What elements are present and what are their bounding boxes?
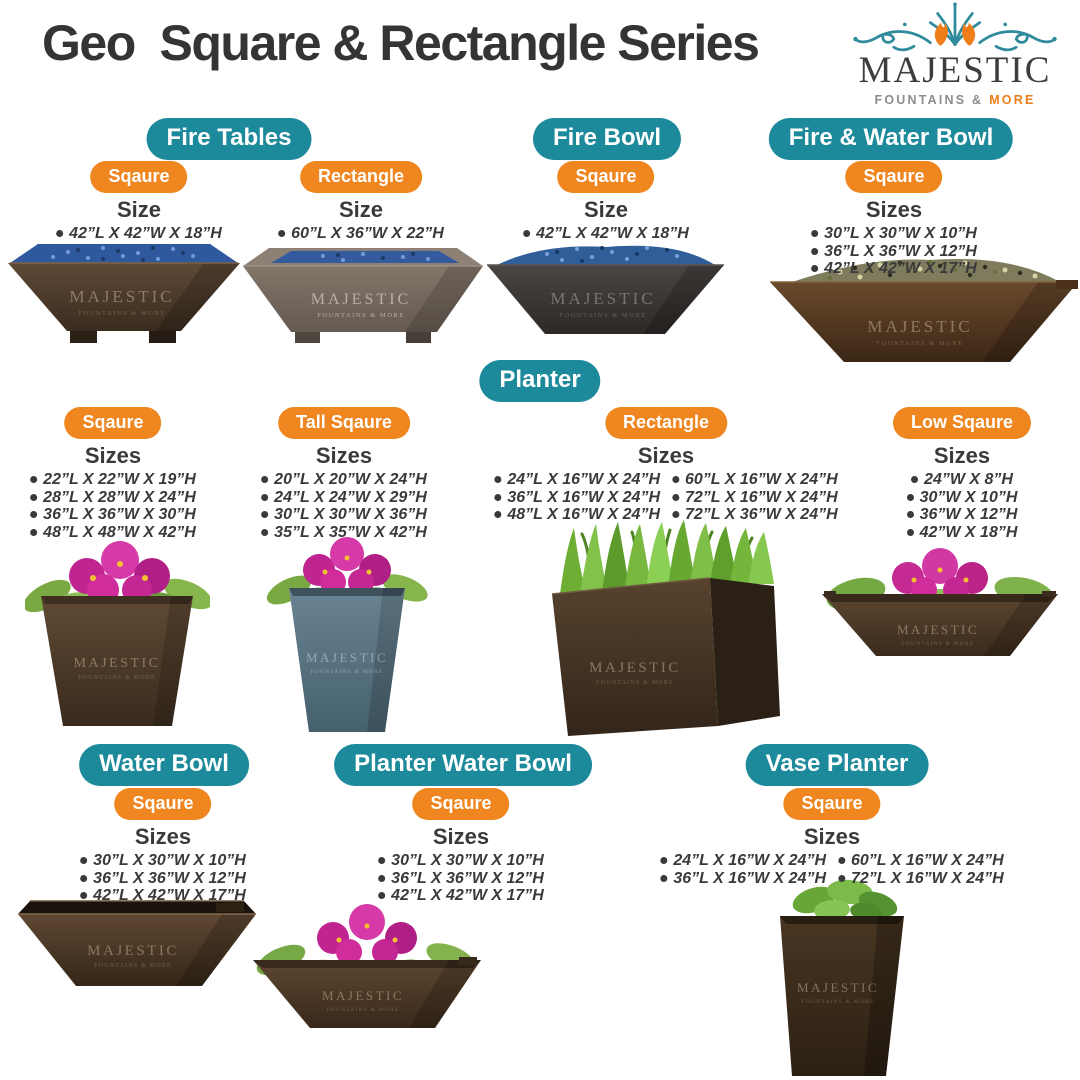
section-label-water-bowl: Water Bowl [79, 744, 249, 786]
size-item [523, 225, 689, 243]
size-list-right [838, 852, 1004, 887]
size-text: 36”W X 12”H [919, 506, 1018, 523]
bullet-icon [672, 494, 679, 501]
fire-table-square-image [8, 238, 240, 352]
bullet-icon [494, 511, 501, 518]
size-text: 42”L X 42”W X 17”H [391, 887, 544, 904]
size-item [907, 489, 1018, 507]
size-text: 36”L X 36”W X 12”H [93, 869, 246, 887]
bullet-icon [56, 230, 63, 237]
product-watermark: MAJESTIC [305, 650, 389, 665]
product-watermark: MAJESTIC [550, 289, 656, 308]
size-item [672, 506, 838, 524]
size-text: 60”L X 16”W X 24”H [685, 471, 838, 488]
planter-low-square-image [820, 544, 1060, 666]
product-watermark-sub: FOUNTAINS & MORE [876, 340, 964, 347]
bullet-icon [811, 248, 818, 255]
size-item [80, 870, 246, 888]
size-item [378, 852, 544, 870]
size-item [494, 489, 660, 507]
bullet-icon [30, 494, 37, 501]
planter-rectangle-spec [494, 407, 837, 524]
fire-tables-rectangle-spec [278, 161, 444, 243]
spec-heading: Sizes [134, 824, 192, 849]
product-watermark-sub: FOUNTAINS & MORE [310, 669, 384, 675]
page-title: Geo Square & Rectangle Series [42, 15, 759, 71]
product-watermark: MAJESTIC [73, 656, 161, 671]
bullet-icon [261, 511, 268, 518]
size-text: 36”L X 36”W X 12”H [391, 869, 544, 887]
badge-sqaure: Sqaure [845, 161, 942, 193]
size-text: 42”W X 18”H [919, 523, 1018, 541]
size-text: 60”L X 16”W X 24”H [851, 852, 1004, 869]
spec-heading: Sizes [315, 443, 373, 468]
logo-flourish-icon [850, 2, 1060, 56]
brand-logo [838, 2, 1072, 107]
size-item [811, 225, 977, 243]
bullet-icon [838, 875, 845, 882]
size-list-right [672, 471, 838, 524]
badge-sqaure: Sqaure [90, 161, 187, 193]
product-watermark-sub: FOUNTAINS & MORE [78, 675, 156, 681]
product-watermark-sub: FOUNTAINS & MORE [596, 680, 674, 686]
bullet-icon [907, 511, 914, 518]
size-item [811, 243, 977, 261]
bullet-icon [911, 476, 918, 483]
size-item [838, 852, 1004, 870]
logo-brand-text: MAJESTIC [858, 50, 1052, 91]
planter-water-bowl-spec [378, 788, 544, 905]
size-text: 42”L X 42”W X 17”H [824, 260, 977, 277]
section-label-fire-tables: Fire Tables [147, 118, 312, 160]
size-item [672, 471, 838, 489]
bullet-icon [660, 857, 667, 864]
spec-heading: Sizes [803, 824, 861, 849]
size-item [907, 524, 1018, 542]
size-item [30, 489, 196, 507]
size-text: 24”W X 8”H [924, 471, 1013, 488]
spec-heading: Sizes [637, 443, 695, 468]
size-text: 22”L X 22”W X 19”H [43, 471, 196, 488]
logo-tagline [875, 93, 1036, 107]
planter-tall-square-spec [261, 407, 427, 541]
size-text: 72”L X 36”W X 24”H [685, 506, 838, 523]
size-text: 30”L X 30”W X 10”H [93, 852, 246, 869]
spec-heading: Sizes [865, 197, 923, 222]
bullet-icon [672, 511, 679, 518]
bullet-icon [660, 875, 667, 882]
bullet-icon [811, 265, 818, 272]
size-item [660, 852, 826, 870]
size-text: 20”L X 20”W X 24”H [274, 471, 427, 488]
section-label-vase-planter: Vase Planter [746, 744, 929, 786]
water-bowl-image [18, 893, 256, 999]
badge-rectangle: Rectangle [300, 161, 422, 193]
product-watermark: MAJESTIC [867, 317, 973, 336]
spec-heading: Sizes [933, 443, 991, 468]
dual-size-list [660, 852, 1003, 887]
section-label-planter-water-bowl: Planter Water Bowl [334, 744, 592, 786]
size-text: 30”W X 10”H [919, 488, 1018, 506]
size-text: 24”L X 16”W X 24”H [673, 852, 826, 869]
bullet-icon [30, 511, 37, 518]
spec-heading: Size [583, 197, 629, 222]
dual-size-list [494, 471, 837, 524]
bullet-icon [278, 230, 285, 237]
product-watermark-sub: FOUNTAINS & MORE [559, 312, 647, 319]
bullet-icon [378, 892, 385, 899]
spec-heading: Size [338, 197, 384, 222]
product-watermark-sub: FOUNTAINS & MORE [801, 999, 875, 1005]
planter-water-bowl-image [253, 898, 481, 1032]
section-label-fire-bowl: Fire Bowl [533, 118, 681, 160]
bullet-icon [494, 494, 501, 501]
bullet-icon [80, 857, 87, 864]
size-item [80, 887, 246, 905]
bullet-icon [494, 476, 501, 483]
size-text: 30”L X 30”W X 36”H [274, 506, 427, 523]
size-text: 35”L X 35”W X 42”H [274, 523, 427, 541]
bullet-icon [378, 857, 385, 864]
bullet-icon [811, 230, 818, 237]
product-watermark: MAJESTIC [310, 291, 412, 308]
size-item [30, 524, 196, 542]
water-bowl-spec [80, 788, 246, 905]
size-item [378, 870, 544, 888]
size-item [494, 506, 660, 524]
size-item [261, 471, 427, 489]
fire-bowl-image [487, 238, 724, 352]
logo-tagline-more: MORE [989, 92, 1036, 107]
size-item [261, 489, 427, 507]
bullet-icon [30, 529, 37, 536]
badge-rectangle: Rectangle [605, 407, 727, 439]
bullet-icon [261, 476, 268, 483]
logo-tagline-left: FOUNTAINS & [874, 92, 984, 107]
size-item [672, 489, 838, 507]
planter-square-spec [30, 407, 196, 541]
vase-planter-image [766, 874, 918, 1079]
bullet-icon [378, 875, 385, 882]
size-text: 42”L X 42”W X 18”H [69, 225, 222, 242]
size-text: 42”L X 42”W X 17”H [93, 887, 246, 904]
badge-sqaure: Sqaure [64, 407, 161, 439]
bullet-icon [907, 529, 914, 536]
size-text: 30”L X 30”W X 10”H [391, 852, 544, 869]
bullet-icon [80, 875, 87, 882]
section-label-fire-water-bowl: Fire & Water Bowl [769, 118, 1013, 160]
size-item [907, 506, 1018, 524]
size-text: 60”L X 36”W X 22”H [291, 225, 444, 242]
size-item [278, 225, 444, 243]
product-watermark: MAJESTIC [896, 622, 980, 637]
size-item [261, 524, 427, 542]
size-item [30, 506, 196, 524]
size-text: 24”L X 24”W X 29”H [274, 488, 427, 506]
bullet-icon [261, 494, 268, 501]
size-list-left [660, 852, 826, 887]
product-watermark-sub: FOUNTAINS & MORE [317, 312, 405, 319]
size-list-left [494, 471, 660, 524]
bullet-icon [261, 529, 268, 536]
bullet-icon [523, 230, 530, 237]
planter-square-image [25, 534, 210, 730]
size-item [80, 852, 246, 870]
bullet-icon [907, 494, 914, 501]
size-item [56, 225, 222, 243]
fire-bowl-spec [523, 161, 689, 243]
badge-sqaure: Sqaure [114, 788, 211, 820]
size-item [811, 260, 977, 278]
size-text: 42”L X 42”W X 18”H [536, 225, 689, 242]
product-watermark-sub: FOUNTAINS & MORE [326, 1007, 400, 1013]
size-item [494, 471, 660, 489]
spec-heading: Size [116, 197, 162, 222]
size-item [30, 471, 196, 489]
product-watermark: MAJESTIC [87, 943, 179, 959]
size-text: 48”L X 48”W X 42”H [43, 523, 196, 541]
size-item [660, 870, 826, 888]
badge-sqaure: Sqaure [783, 788, 880, 820]
size-text: 30”L X 30”W X 10”H [824, 225, 977, 242]
bullet-icon [838, 857, 845, 864]
product-watermark-sub: FOUNTAINS & MORE [78, 310, 166, 317]
badge-sqaure: Sqaure [412, 788, 509, 820]
badge-low-sqaure: Low Sqaure [893, 407, 1031, 439]
size-text: 48”L X 16”W X 24”H [507, 506, 660, 523]
product-watermark: MAJESTIC [796, 980, 880, 995]
fire-water-bowl-spec [811, 161, 977, 278]
section-label-planter: Planter [479, 360, 600, 402]
product-watermark-sub: FOUNTAINS & MORE [94, 963, 172, 969]
size-text: 36”L X 16”W X 24”H [507, 488, 660, 506]
size-text: 36”L X 36”W X 30”H [43, 506, 196, 523]
product-watermark: MAJESTIC [589, 660, 681, 676]
planter-rectangle-image [540, 514, 787, 744]
spec-heading: Sizes [84, 443, 142, 468]
size-text: 72”L X 16”W X 24”H [851, 869, 1004, 887]
fire-tables-square-spec [56, 161, 222, 243]
size-item [838, 870, 1004, 888]
size-text: 24”L X 16”W X 24”H [507, 471, 660, 488]
planter-tall-square-image [263, 532, 431, 736]
bullet-icon [30, 476, 37, 483]
vase-planter-spec [660, 788, 1003, 887]
badge-tall-sqaure: Tall Sqaure [278, 407, 410, 439]
product-watermark-sub: FOUNTAINS & MORE [901, 641, 975, 647]
size-item [378, 887, 544, 905]
spec-heading: Sizes [432, 824, 490, 849]
size-text: 72”L X 16”W X 24”H [685, 488, 838, 506]
size-text: 36”L X 16”W X 24”H [673, 869, 826, 887]
product-watermark: MAJESTIC [321, 988, 405, 1003]
badge-sqaure: Sqaure [557, 161, 654, 193]
size-item [911, 471, 1013, 489]
fire-table-rectangle-image [243, 244, 483, 351]
size-text: 28”L X 28”W X 24”H [43, 488, 196, 506]
bullet-icon [672, 476, 679, 483]
size-text: 36”L X 36”W X 12”H [824, 242, 977, 260]
size-item [261, 506, 427, 524]
bullet-icon [80, 892, 87, 899]
planter-low-square-spec [893, 407, 1031, 541]
product-watermark: MAJESTIC [69, 287, 175, 306]
